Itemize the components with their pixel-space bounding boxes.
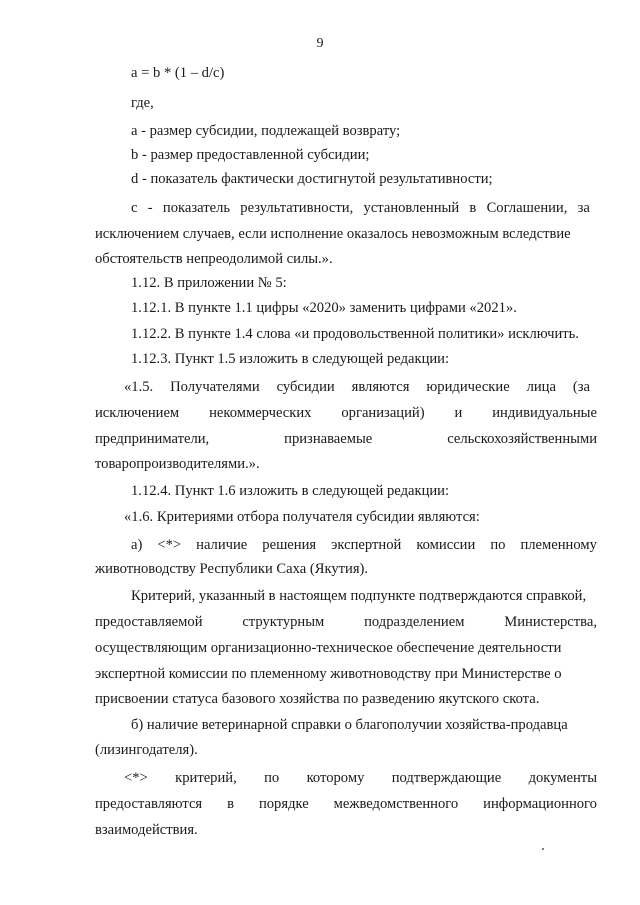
word: межведомственного <box>333 796 459 812</box>
word: <*> <box>124 770 148 786</box>
criterion-a-line1 <box>131 538 597 553</box>
word: (за <box>572 379 590 395</box>
word: предоставляемой <box>95 614 203 630</box>
word: лица <box>526 379 556 395</box>
quote-1-5-line3 <box>95 432 597 447</box>
definition-c-line1 <box>131 201 590 216</box>
word: некоммерческих <box>209 405 312 421</box>
word: - <box>147 200 153 216</box>
quote-1-6-intro: «1.6. Критериями отбора получателя субсидии являются: <box>124 509 480 525</box>
word: признаваемые <box>284 431 373 447</box>
word: которому <box>306 770 365 786</box>
word: а) <box>131 537 143 553</box>
criterion-b-line2: (лизингодателя). <box>95 742 198 758</box>
page-number: 9 <box>316 36 324 51</box>
word: информационного <box>483 796 597 812</box>
word: решения <box>262 537 317 553</box>
word: исключением <box>95 405 180 421</box>
word: субсидии <box>276 379 335 395</box>
word: организаций) <box>341 405 425 421</box>
word: предприниматели, <box>95 431 210 447</box>
criterion-a-note-line3: осуществляющим организационно-техническое обеспечение деятельности <box>95 640 562 656</box>
criterion-a-note-line5: присвоении статуса базового хозяйства по разведению якутского скота. <box>95 691 540 707</box>
criterion-b-line1: б) наличие ветеринарной справки о благополучии хозяйства-продавца <box>131 717 568 733</box>
word: критерий, <box>175 770 237 786</box>
word: с <box>131 200 138 216</box>
word: подтверждающие <box>391 770 502 786</box>
word: и <box>454 405 463 421</box>
word: экспертной <box>331 537 402 553</box>
word: предоставляются <box>95 796 203 812</box>
quote-1-5-line2 <box>95 406 597 421</box>
word: подразделением <box>364 614 465 630</box>
definition-a: a - размер субсидии, подлежащей возврату; <box>131 123 401 139</box>
word: по <box>490 537 506 553</box>
word: результативности, <box>240 200 354 216</box>
word: племенному <box>520 537 597 553</box>
word: порядке <box>258 796 309 812</box>
item-1-12-4: 1.12.4. Пункт 1.6 изложить в следующей редакции: <box>131 483 450 499</box>
criterion-a-line2: животноводству Республики Саха (Якутия). <box>95 561 369 577</box>
word: являются <box>351 379 410 395</box>
definition-c-line3: обстоятельств непреодолимой силы.». <box>95 251 333 267</box>
criterion-a-note-line2 <box>95 615 597 630</box>
definition-d: d - показатель фактически достигнутой результативности; <box>131 171 493 187</box>
word: «1.5. <box>124 379 154 395</box>
item-1-12-2: 1.12.2. В пункте 1.4 слова «и продовольственной политики» исключить. <box>131 326 579 342</box>
footnote-line2 <box>95 797 597 812</box>
quote-1-5-line4: товаропроизводителями.». <box>95 456 260 472</box>
formula: a = b * (1 – d/c) <box>131 65 225 81</box>
word: структурным <box>242 614 325 630</box>
word: Соглашении, <box>486 200 568 216</box>
criterion-a-note-line1: Критерий, указанный в настоящем подпункте подтверждаются справкой, <box>131 588 587 604</box>
item-1-12-1: 1.12.1. В пункте 1.1 цифры «2020» заменить цифрами «2021». <box>131 300 517 316</box>
where-label: где, <box>131 95 154 111</box>
word: <*> <box>157 537 182 553</box>
footnote-line1 <box>124 771 597 786</box>
word: Получателями <box>170 379 260 395</box>
scan-speck <box>542 848 544 850</box>
word: юридические <box>426 379 510 395</box>
item-1-12-3: 1.12.3. Пункт 1.5 изложить в следующей редакции: <box>131 351 450 367</box>
quote-1-5-line1 <box>124 380 590 395</box>
word: Министерства, <box>504 614 597 630</box>
definition-c-line2: исключением случаев, если исполнение оказалось невозможным вследствие <box>95 226 571 242</box>
word: показатель <box>162 200 231 216</box>
word: наличие <box>196 537 248 553</box>
word: комиссии <box>416 537 476 553</box>
word: документы <box>528 770 597 786</box>
item-1-12: 1.12. В приложении № 5: <box>131 275 287 291</box>
word: в <box>227 796 234 812</box>
word: индивидуальные <box>492 405 597 421</box>
criterion-a-note-line4: экспертной комиссии по племенному животноводству при Министерстве о <box>95 666 562 682</box>
word: по <box>264 770 280 786</box>
word: сельскохозяйственными <box>447 431 597 447</box>
word: за <box>577 200 590 216</box>
definition-b: b - размер предоставленной субсидии; <box>131 147 370 163</box>
word: установленный <box>363 200 460 216</box>
word: в <box>469 200 477 216</box>
footnote-line3: взаимодействия. <box>95 822 198 838</box>
